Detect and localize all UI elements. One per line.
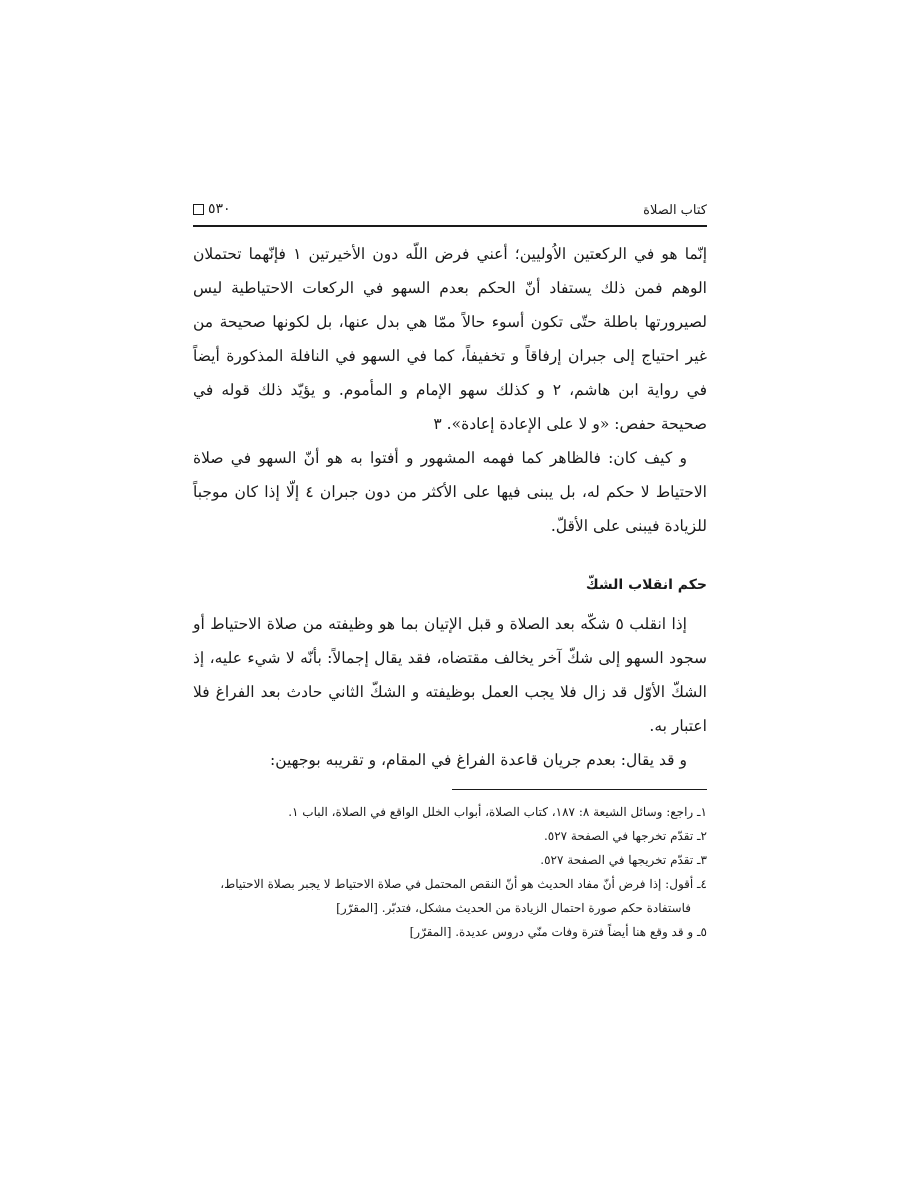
document-page bbox=[193, 195, 707, 944]
paragraph-2: و كيف كان: فالظاهر كما فهمه المشهور و أفتوا به هو أنّ السهو في صلاة الاحتياط لا حكم له، بل يبنى فيها على الأكثر من دون جبران ٤ إلّا إذا كان موجباً للزيادة فيبنى على الأقلّ. bbox=[193, 449, 707, 535]
square-icon bbox=[193, 204, 204, 215]
header-title: كتاب الصلاة bbox=[643, 203, 707, 218]
footnote-4: ٤ـ أقول: إذا فرض أنّ مفاد الحديث هو أنّ النقص المحتمل في صلاة الاحتياط لا يجبر بصلاة الاحتياط، bbox=[220, 877, 707, 891]
footnote-divider bbox=[452, 789, 707, 790]
header-page-number bbox=[193, 201, 231, 217]
section-heading: حكم انقلاب الشكّ bbox=[585, 577, 707, 593]
footnotes bbox=[193, 800, 707, 944]
paragraph-4: و قد يقال: بعدم جريان قاعدة الفراغ في المقام، و تقريبه بوجهين: bbox=[269, 751, 687, 769]
footnote-1: ١ـ راجع: وسائل الشيعة ٨: ١٨٧، كتاب الصلاة، أبواب الخلل الواقع في الصلاة، الباب ١. bbox=[288, 805, 707, 819]
paragraph-3: إذا انقلب ٥ شكّه بعد الصلاة و قبل الإتيان بما هو وظيفته من صلاة الاحتياط أو سجود السهو إلى شكّ آخر يخالف مقتضاه، فقد يقال إجمالاً: بأنّه لا شيء عليه، إذ الشكّ الأوّل قد زال فلا يجب العمل بوظيفته و الشكّ الثاني حادث بعد الفراغ فلا اعتبار به. bbox=[193, 615, 707, 735]
footnote-3: ٣ـ تقدّم تخريجها في الصفحة ٥٢٧. bbox=[540, 853, 707, 867]
running-header bbox=[193, 195, 707, 227]
main-text bbox=[193, 237, 707, 777]
footnote-4-continued: فاستفادة حكم صورة احتمال الزيادة من الحديث مشكل، فتدبّر. [المقرّر] bbox=[336, 901, 691, 915]
page-number: ٥٣٠ bbox=[208, 201, 231, 217]
paragraph-1: إنّما هو في الركعتين الاُوليين؛ أعني فرض اللّه دون الأخيرتين ١ فإنّهما تحتملان الوهم فمن ذلك يستفاد أنّ الحكم بعدم السهو في الركعات الاحتياطية ليس لصيرورتها باطلة حتّى تكون أسوء حالاً ممّا هي بدل عنها، بل لكونها صحيحة من غير احتياج إلى جبران إرفاقاً و تخفيفاً، كما في السهو في النافلة المذكورة أيضاً في رواية ابن هاشم، ٢ و كذلك سهو الإمام و المأموم. و يؤيّد ذلك قوله في صحيحة حفص: «و لا على الإعادة إعادة». ٣ bbox=[193, 245, 708, 433]
footnote-5: ٥ـ و قد وقع هنا أيضاً فترة وفات منّي دروس عديدة. [المقرّر] bbox=[409, 925, 707, 939]
footnote-2: ٢ـ تقدّم تخرجها في الصفحة ٥٢٧. bbox=[543, 829, 707, 843]
